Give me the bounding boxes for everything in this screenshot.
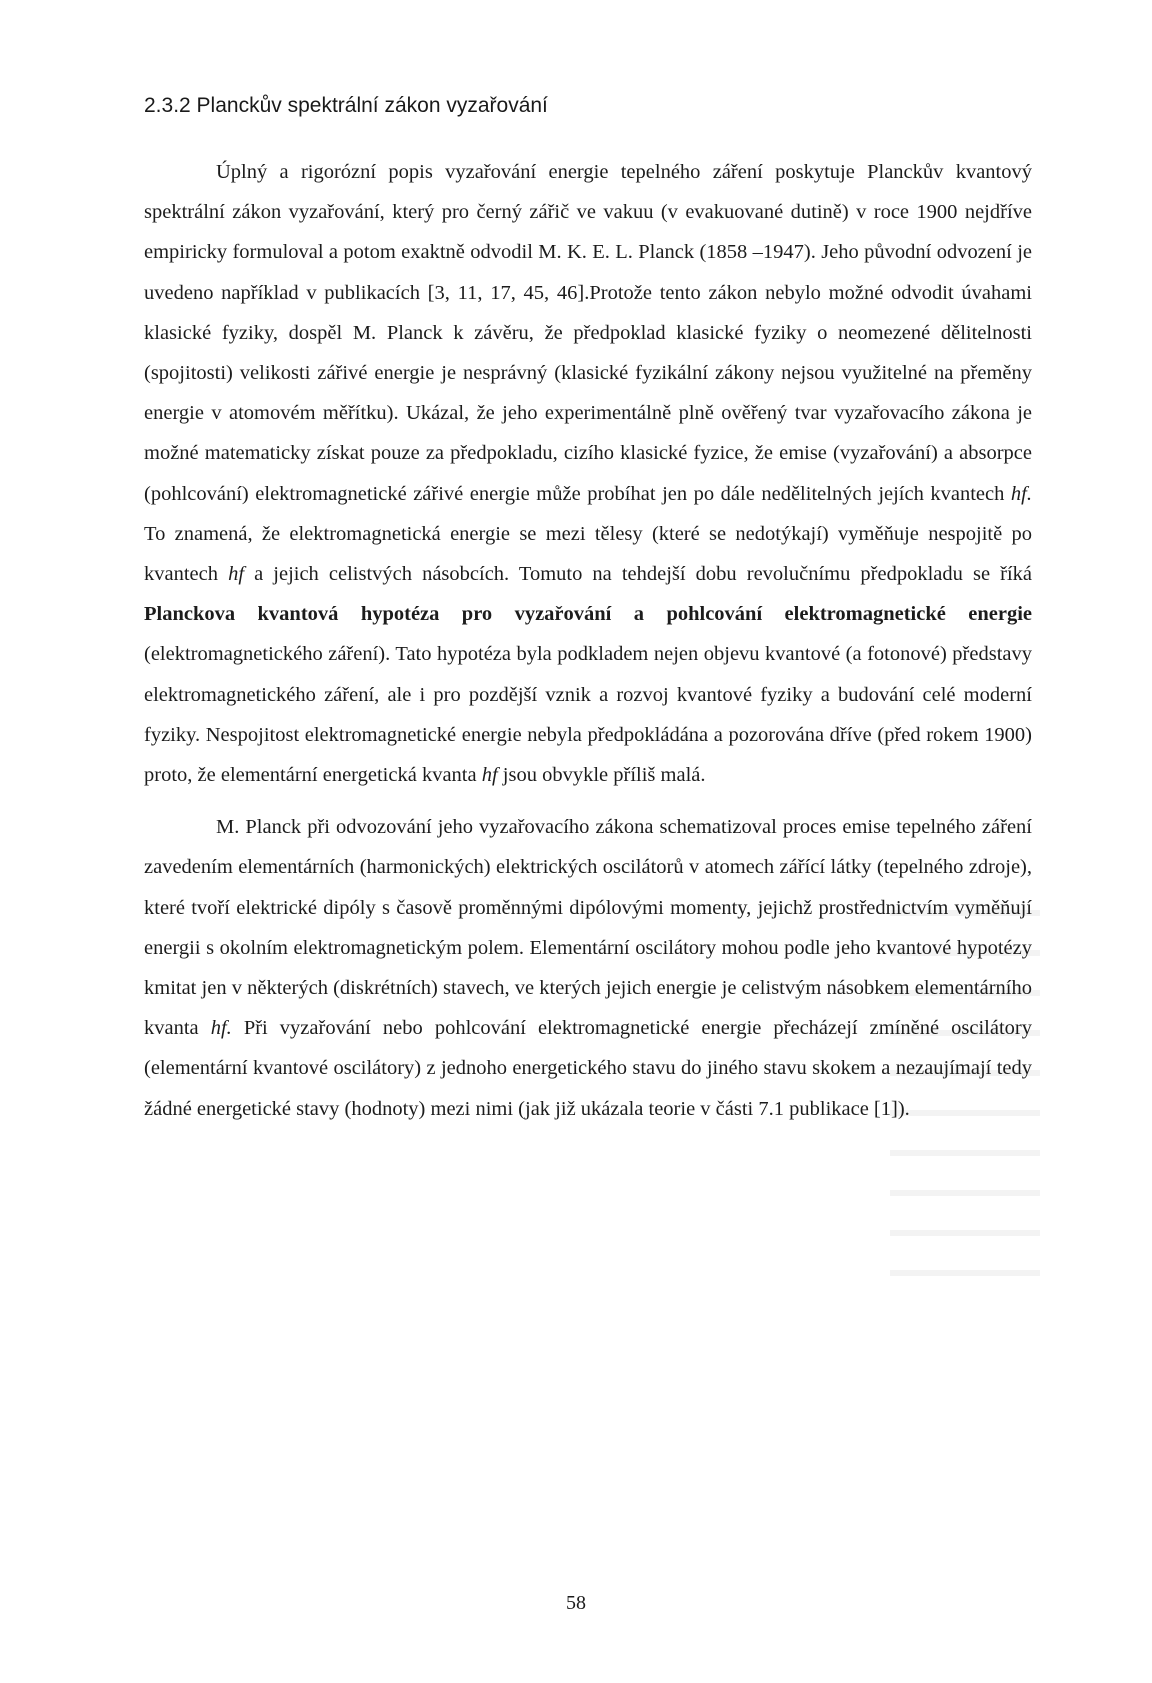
- p1-text-5: jsou obvykle příliš malá.: [497, 764, 706, 787]
- section-heading: 2.3.2 Planckův spektrální zákon vyzařování: [144, 94, 548, 117]
- p1-hf-3: hf: [481, 764, 498, 787]
- body-text: [144, 152, 1032, 1129]
- p1-bold-hypothesis: Planckova kvantová hypotéza pro vyzařování a pohlcování elektromagnetické energie: [144, 603, 1032, 626]
- page-number: 58: [566, 1592, 586, 1614]
- p1-hf-2: hf: [228, 563, 245, 586]
- p2-text-2: Při vyzařování nebo pohlcování elektromagnetické energie přecházejí zmíněné oscilátory (elementární kvantové oscilátory) z jednoho energetického stavu do jiného stavu skokem a nezaujímají tedy žádné energetické stavy (hodnoty) mezi nimi (jak již ukázala teorie v části 7.1 publikace [1]).: [144, 1017, 1032, 1120]
- p2-hf-1: hf.: [210, 1017, 232, 1040]
- paragraph-2: [144, 807, 1032, 1129]
- p1-text-3: a jejich celistvých násobcích. Tomuto na tehdejší dobu revolučnímu předpokladu se říká: [244, 563, 1033, 586]
- p1-hf-1: hf.: [1010, 482, 1032, 505]
- paragraph-1: [144, 152, 1032, 795]
- p2-text-1: M. Planck při odvozování jeho vyzařovacího zákona schematizoval proces emise tepelného záření zavedením elementárních (harmonických) elektrických oscilátorů v atomech zářící látky (tepelného zdroje), které tvoří elektrické dipóly s časově proměnnými dipólovými momenty, jejichž prostřednictvím vyměňují energii s okolním elektromagnetickým polem. Elementární oscilátory mohou podle jeho kvantové hypotézy kmitat jen v některých (diskrétních) stavech, ve kterých jejich energie je celistvým násobkem elementárního kvanta: [144, 816, 1032, 1040]
- p1-text-4: (elektromagnetického záření). Tato hypotéza byla podkladem nejen objevu kvantové (a fotonové) představy elektromagnetického záření, ale i pro pozdější vznik a rozvoj kvantové fyziky a budování celé moderní fyziky. Nespojitost elektromagnetické energie nebyla předpokládána a pozorována dříve (před rokem 1900) proto, že elementární energetická kvanta: [144, 643, 1032, 787]
- p1-text-1: Úplný a rigorózní popis vyzařování energie tepelného záření poskytuje Planckův kvantový spektrální zákon vyzařování, který pro černý zářič ve vakuu (v evakuované dutině) v roce 1900 nejdříve empiricky formuloval a potom exaktně odvodil M. K. E. L. Planck (1858 –1947). Jeho původní odvození je uvedeno například v publikacích [3, 11, 17, 45, 46].Protože tento zákon nebylo možné odvodit úvahami klasické fyziky, dospěl M. Planck k závěru, že předpoklad klasické fyziky o neomezené dělitelnosti (spojitosti) velikosti zářivé energie je nesprávný (klasické fyzikální zákony nejsou využitelné na přeměny energie v atomovém měřítku). Ukázal, že jeho experimentálně plně ověřený tvar vyzařovacího zákona je možné matematicky získat pouze za předpokladu, cizího klasické fyzice, že emise (vyzařování) a absorpce (pohlcování) elektromagnetické zářivé energie může probíhat jen po dále nedělitelných jejích kvantech: [144, 161, 1032, 505]
- p1-text-2: To znamená, že elektromagnetická energie se mezi tělesy (které se nedotýkají) vyměňuje nespojitě po kvantech: [144, 522, 1032, 586]
